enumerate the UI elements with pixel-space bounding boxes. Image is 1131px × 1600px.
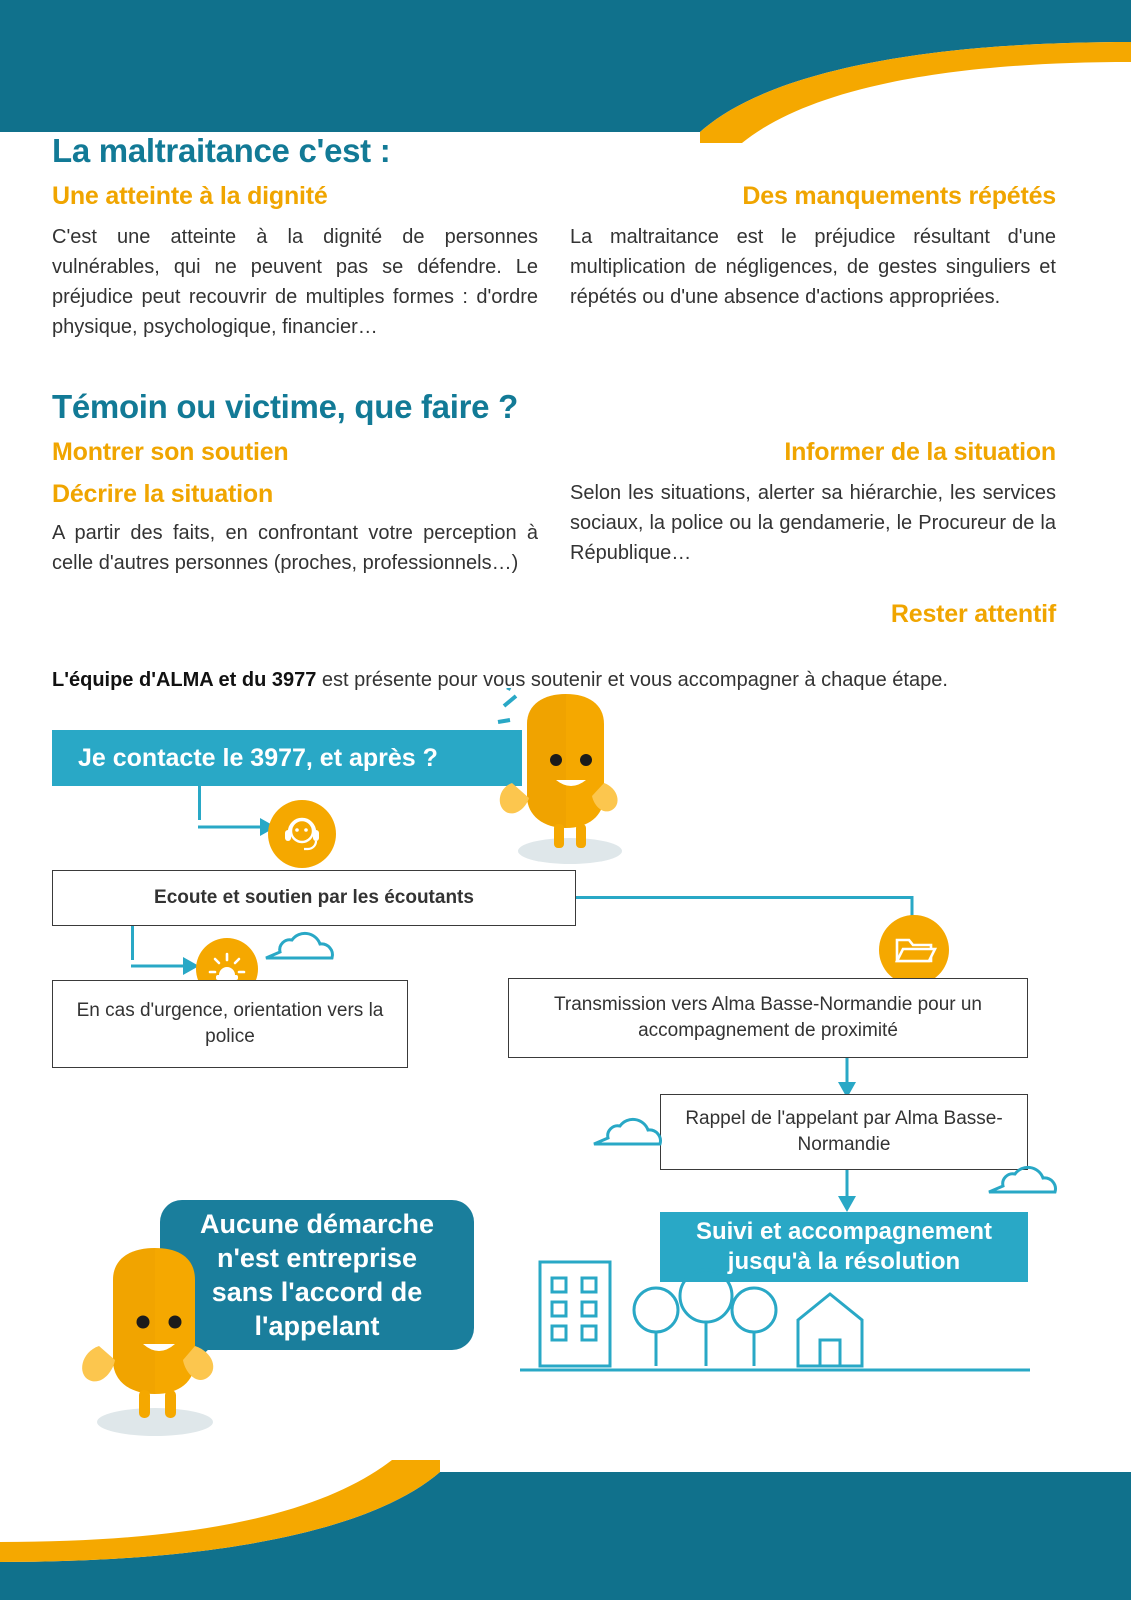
headset-operator-icon <box>268 800 336 868</box>
subtitle-decrire-situation: Décrire la situation <box>52 480 274 508</box>
flow-box-transmission: Transmission vers Alma Basse-Normandie pour un accompagnement de proximité <box>508 978 1028 1058</box>
subtitle-rester-attentif: Rester attentif <box>890 600 1056 628</box>
intro-rest: est présente pour vous soutenir et vous accompagner à chaque étape. <box>316 669 948 691</box>
mascot-phone-icon <box>482 688 652 868</box>
paragraph-manquements: La maltraitance est le préjudice résultant d'une multiplication de négligences, de gestes singuliers et répétés ou d'une absence d'actions appropriées. <box>570 226 1056 308</box>
arrow-callback-to-followup <box>836 1170 860 1214</box>
intro-strong: L'équipe d'ALMA et du 3977 <box>52 669 317 691</box>
flow-box-callback: Rappel de l'appelant par Alma Basse-Normandie <box>660 1094 1028 1170</box>
cloud-icon-3 <box>985 1164 1063 1198</box>
callout-line-4: l'appelant <box>254 1311 380 1341</box>
paragraph-informer: Selon les situations, alerter sa hiérarchie, les services sociaux, la police ou la gendamerie, le Procureur de la République… <box>570 482 1056 564</box>
callout-line-2: n'est entreprise <box>216 1243 417 1273</box>
subtitle-informer: Informer de la situation <box>784 438 1056 466</box>
flow-box-followup-label: Suivi et accompagnement jusqu'à la résolution <box>695 1218 993 1275</box>
flow-header-chip: Je contacte le 3977, et après ? <box>52 730 522 786</box>
subtitle-manquements: Des manquements répétés <box>742 182 1056 210</box>
folder-icon <box>879 915 949 985</box>
callout-line-1: Aucune démarche <box>199 1209 435 1239</box>
callout-line-3: sans l'accord de <box>211 1277 423 1307</box>
section-title-temoin: Témoin ou victime, que faire ? <box>52 388 518 425</box>
paragraph-decrire: A partir des faits, en confrontant votre perception à celle d'autres personnes (proches, professionnels…) <box>52 522 538 574</box>
cloud-icon-2 <box>590 1116 668 1150</box>
subtitle-montrer-soutien: Montrer son soutien <box>52 438 289 466</box>
section-title-maltraitance: La maltraitance c'est : <box>52 132 391 169</box>
paragraph-dignite: C'est une atteinte à la dignité de personnes vulnérables, qui ne peuvent pas se défendre. Le préjudice peut recouvrir de multiples formes : d'ordre physique, psychologique, financier… <box>52 226 538 338</box>
mascot-bottom-icon <box>55 1240 245 1440</box>
flow-box-urgency: En cas d'urgence, orientation vers la police <box>52 980 408 1068</box>
cloud-icon <box>262 930 340 964</box>
connector-listen-to-folder <box>576 896 912 899</box>
city-skyline-icon <box>520 1248 1040 1378</box>
flow-box-listen: Ecoute et soutien par les écoutants <box>52 870 576 926</box>
subtitle-dignite: Une atteinte à la dignité <box>52 182 328 210</box>
